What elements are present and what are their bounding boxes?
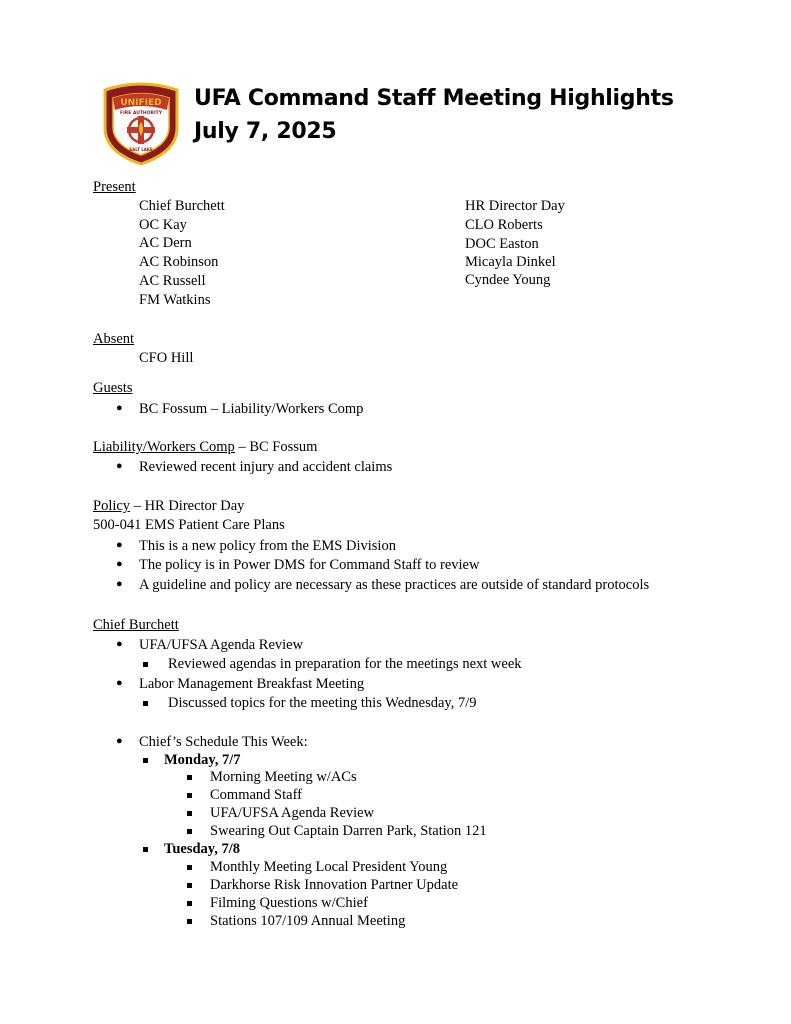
present-name: Chief Burchett [139,198,225,214]
square-bullet-icon [187,793,192,798]
policy-subheading: 500-041 EMS Patient Care Plans [93,517,285,533]
bullet-icon: ● [116,677,123,689]
schedule-day: Monday, 7/7 [164,752,241,768]
present-name: FM Watkins [139,292,211,308]
present-name: AC Dern [139,235,192,251]
square-bullet-icon [187,811,192,816]
logo-text-bottom: SALT LAKE [129,147,153,152]
present-name: Cyndee Young [465,272,551,288]
policy-presenter: – HR Director Day [130,498,245,514]
policy-item: This is a new policy from the EMS Division [139,538,396,554]
absent-name: CFO Hill [139,350,194,366]
liability-item: Reviewed recent injury and accident claims [139,459,393,475]
schedule-item: Monthly Meeting Local President Young [210,859,448,875]
bullet-icon: ● [116,578,123,590]
logo-text-top: UNIFIED [120,98,162,108]
schedule-item: Command Staff [210,787,302,803]
page-date: July 7, 2025 [194,119,337,144]
square-bullet-icon [187,865,192,870]
square-bullet-icon [187,829,192,834]
schedule-item: UFA/UFSA Agenda Review [210,805,375,821]
absent-heading: Absent [93,331,135,347]
present-name: OC Kay [139,217,187,233]
square-bullet-icon [143,662,148,667]
present-heading: Present [93,179,136,195]
liability-heading: Liability/Workers Comp [93,439,235,455]
present-name: AC Russell [139,273,206,289]
bullet-icon: ● [116,638,123,650]
schedule-item: Swearing Out Captain Darren Park, Station 121 [210,823,487,839]
present-name: HR Director Day [465,198,565,214]
liability-heading-line [93,439,317,456]
square-bullet-icon [187,883,192,888]
chief-subitem: Reviewed agendas in preparation for the meetings next week [168,656,522,672]
square-bullet-icon [143,758,148,763]
policy-item: A guideline and policy are necessary as these practices are outside of standard protocols [139,577,650,593]
square-bullet-icon [187,775,192,780]
guest-item: BC Fossum – Liability/Workers Comp [139,401,364,417]
guests-heading: Guests [93,380,133,396]
schedule-day: Tuesday, 7/8 [164,841,241,857]
square-bullet-icon [187,919,192,924]
chief-heading: Chief Burchett [93,617,179,633]
chief-item: Chief’s Schedule This Week: [139,734,308,750]
schedule-item: Darkhorse Risk Innovation Partner Update [210,877,459,893]
chief-subitem: Discussed topics for the meeting this Wednesday, 7/9 [168,695,477,711]
schedule-item: Stations 107/109 Annual Meeting [210,913,406,929]
square-bullet-icon [187,901,192,906]
schedule-item: Morning Meeting w/ACs [210,769,357,785]
logo-text-mid: FIRE AUTHORITY [120,111,162,116]
present-name: CLO Roberts [465,217,543,233]
schedule-item: Filming Questions w/Chief [210,895,368,911]
present-name: Micayla Dinkel [465,254,556,270]
square-bullet-icon [143,701,148,706]
bullet-icon: ● [116,735,123,747]
bullet-icon: ● [116,558,123,570]
chief-item: Labor Management Breakfast Meeting [139,676,365,692]
chief-item: UFA/UFSA Agenda Review [139,637,304,653]
bullet-icon: ● [116,539,123,551]
policy-item: The policy is in Power DMS for Command Staff to review [139,557,480,573]
bullet-icon: ● [116,460,123,472]
bullet-icon: ● [116,402,123,414]
liability-presenter: – BC Fossum [234,439,318,455]
present-name: DOC Easton [465,236,539,252]
present-name: AC Robinson [139,254,219,270]
policy-heading: Policy [93,498,131,514]
ufa-logo [101,80,181,166]
page-title: UFA Command Staff Meeting Highlights [194,86,674,111]
policy-heading-line [93,498,244,515]
square-bullet-icon [143,847,148,852]
